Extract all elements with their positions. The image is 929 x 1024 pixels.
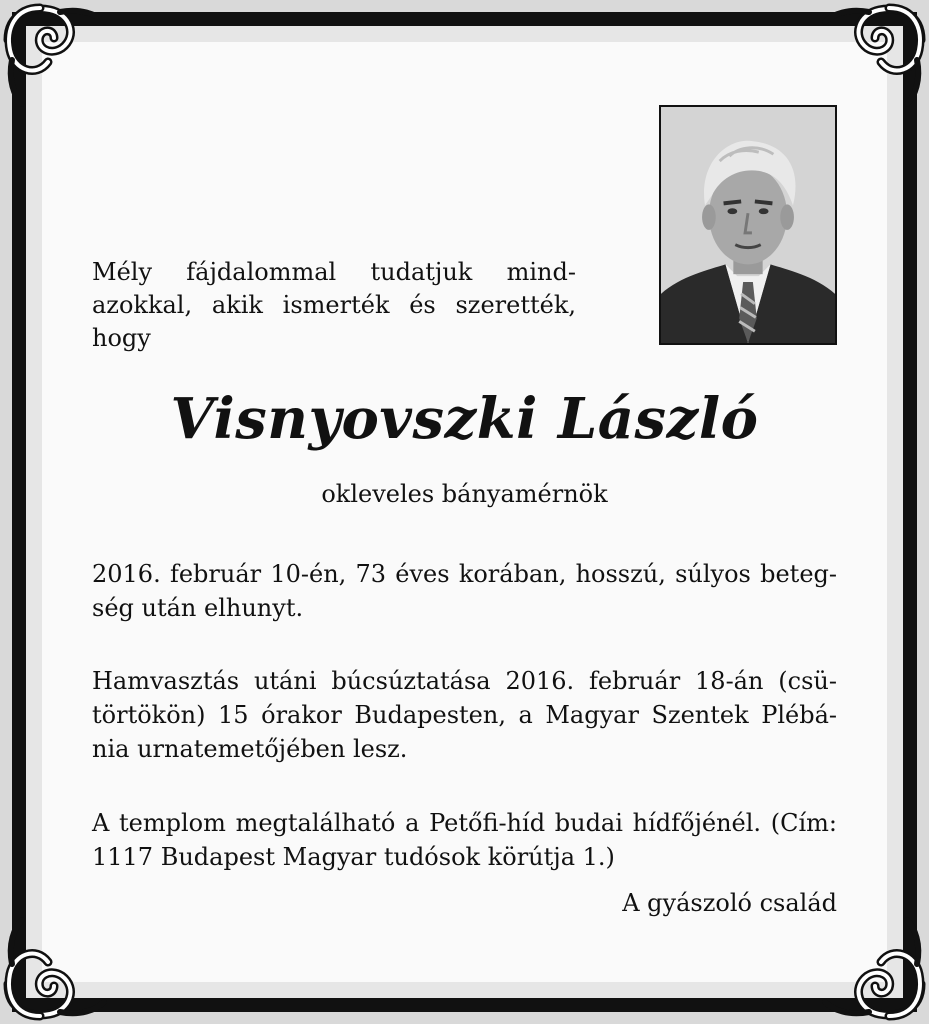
paragraph-death-date: 2016. február 10-én, 73 éves korában, hosszú, súlyos beteg-ség után elhunyt. [92,560,837,622]
deceased-title: okleveles bányamérnök [321,480,608,508]
corner-ornament-bottom-left [0,914,110,1024]
paragraph-funeral-info: Hamvasztás utáni búcsúztatása 2016. február 18-án (csü-törtökön) 15 órakor Budapesten, a Magyar Szentek Plébá-nia urnatemetőjében lesz. [92,667,837,763]
corner-ornament-top-right [819,0,929,110]
portrait-photo [659,105,837,345]
paragraph-location: A templom megtalálható a Petőfi-híd budai hídfőjénél. (Cím: 1117 Budapest Magyar tudósok körútja 1.) [92,809,837,871]
deceased-name: Visnyovszki László [170,386,759,452]
corner-ornament-bottom-right [819,914,929,1024]
corner-ornament-top-left [0,0,110,110]
signature: A gyászoló család [622,889,837,917]
intro-text: Mély fájdalommal tudatjuk mind-azokkal, akik ismerték és szerették, hogy [92,258,576,352]
